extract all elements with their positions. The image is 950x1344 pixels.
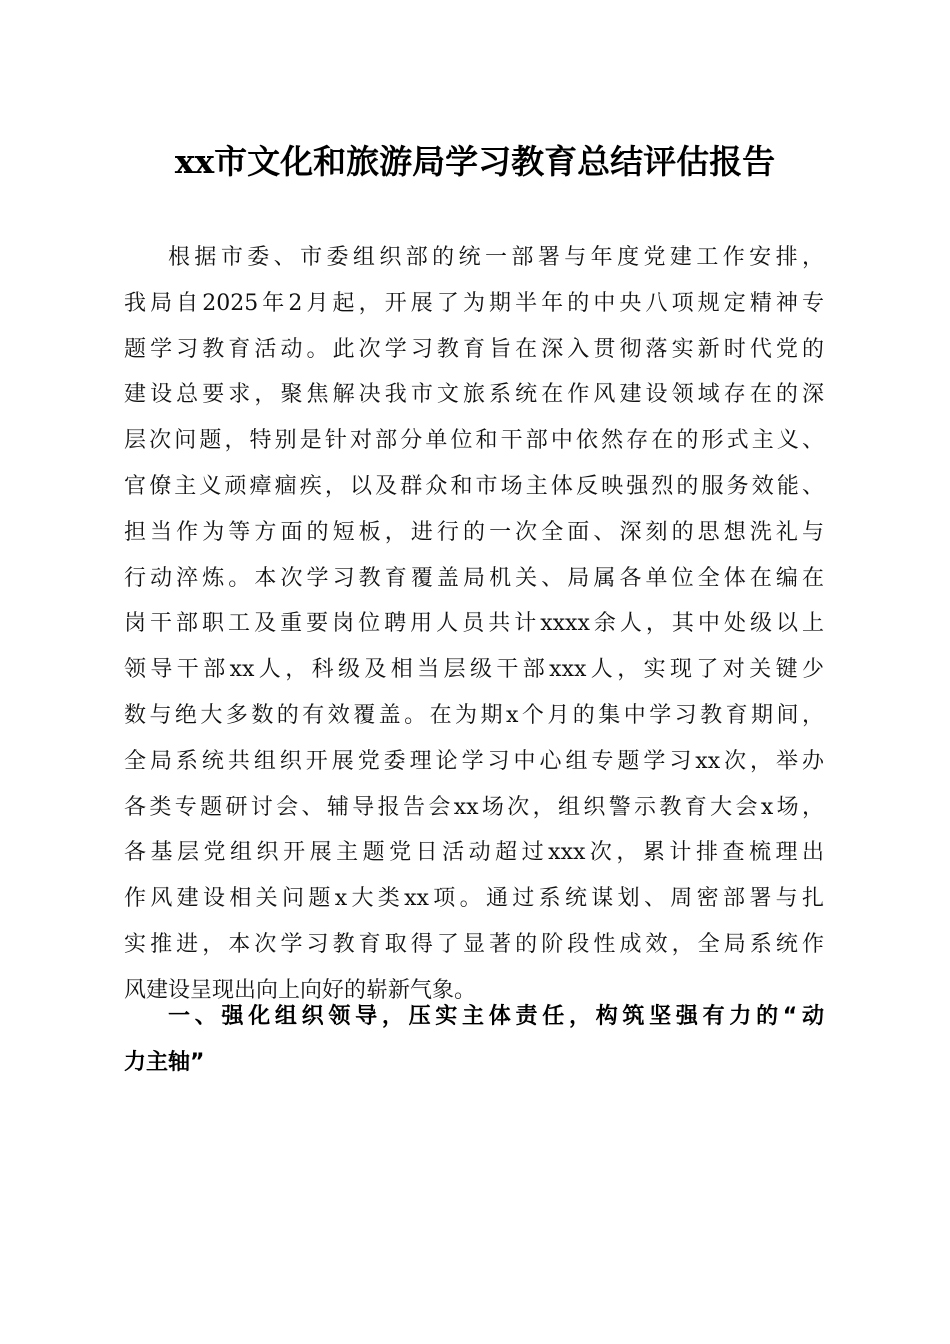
paragraph-line: 我局自2025年2月起，开展了为期半年的中央八项规定精神专	[124, 290, 824, 316]
paragraph-line: 岗干部职工及重要岗位聘用人员共计xxxx余人，其中处级以上	[124, 611, 824, 637]
section-heading	[124, 994, 824, 1086]
paragraph-line: 实推进，本次学习教育取得了显著的阶段性成效，全局系统作	[124, 931, 824, 957]
paragraph-line: 根据市委、市委组织部的统一部署与年度党建工作安排，	[168, 245, 824, 270]
heading-line: 力主轴”	[124, 1049, 205, 1075]
intro-paragraph	[124, 235, 824, 1014]
paragraph-line: 数与绝大多数的有效覆盖。在为期x个月的集中学习教育期间，	[124, 702, 824, 728]
document-title: xx市文化和旅游局学习教育总结评估报告	[174, 142, 776, 181]
paragraph-line: 层次问题，特别是针对部分单位和干部中依然存在的形式主义、	[124, 428, 824, 454]
paragraph-line: 作风建设相关问题x大类xx项。通过系统谋划、周密部署与扎	[124, 886, 824, 912]
paragraph-line: 行动淬炼。本次学习教育覆盖局机关、局属各单位全体在编在	[124, 565, 824, 591]
paragraph-line: 全局系统共组织开展党委理论学习中心组专题学习xx次，举办	[124, 748, 824, 774]
paragraph-line: 各类专题研讨会、辅导报告会xx场次，组织警示教育大会x场，	[124, 794, 824, 820]
heading-line: 一、强化组织领导，压实主体责任，构筑坚强有力的“动	[168, 1004, 824, 1029]
paragraph-line: 风建设呈现出向上向好的崭新气象。	[124, 977, 477, 1003]
paragraph-line: 题学习教育活动。此次学习教育旨在深入贯彻落实新时代党的	[124, 336, 824, 362]
paragraph-line: 官僚主义顽瘴痼疾，以及群众和市场主体反映强烈的服务效能、	[124, 473, 824, 499]
paragraph-line: 建设总要求，聚焦解决我市文旅系统在作风建设领域存在的深	[124, 382, 824, 408]
paragraph-line: 领导干部xx人，科级及相当层级干部xxx人，实现了对关键少	[124, 657, 824, 683]
paragraph-line: 担当作为等方面的短板，进行的一次全面、深刻的思想洗礼与	[124, 519, 824, 545]
paragraph-line: 各基层党组织开展主题党日活动超过xxx次，累计排查梳理出	[124, 840, 824, 866]
